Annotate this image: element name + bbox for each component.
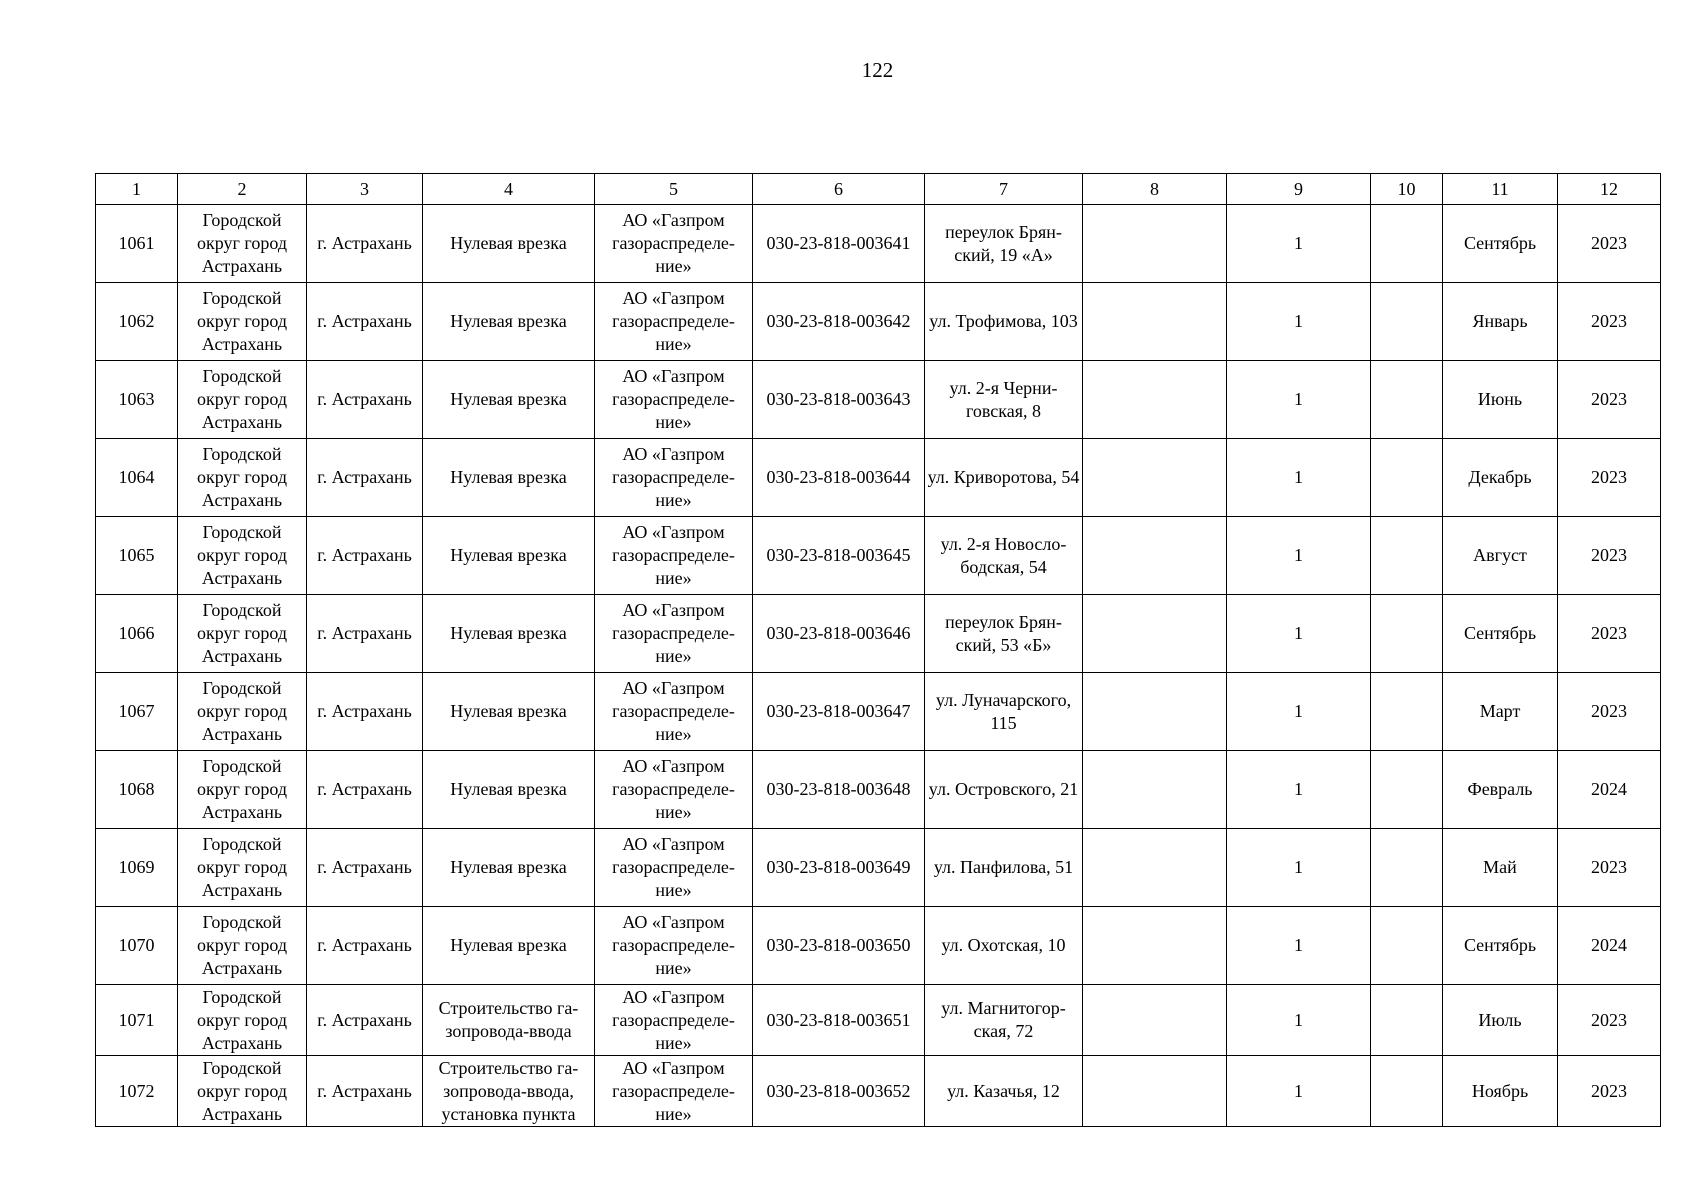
cell-organization: АО «Газпром газораспределе- ние» xyxy=(595,751,753,829)
cell-settlement: г. Астрахань xyxy=(307,1056,423,1127)
cell-work-type: Нулевая врезка xyxy=(423,439,595,517)
cell-col8 xyxy=(1083,1056,1227,1127)
cell-organization: АО «Газпром газораспределе- ние» xyxy=(595,907,753,985)
cell-code: 030-23-818-003647 xyxy=(753,673,925,751)
cell-col8 xyxy=(1083,517,1227,595)
table-header-row xyxy=(96,174,1661,205)
cell-number: 1065 xyxy=(96,517,178,595)
cell-code: 030-23-818-003646 xyxy=(753,595,925,673)
cell-year: 2023 xyxy=(1558,985,1661,1056)
cell-number: 1061 xyxy=(96,205,178,283)
cell-col10 xyxy=(1371,985,1443,1056)
cell-month: Сентябрь xyxy=(1443,907,1558,985)
cell-year: 2023 xyxy=(1558,673,1661,751)
column-header: 7 xyxy=(925,174,1083,205)
cell-code: 030-23-818-003641 xyxy=(753,205,925,283)
table-row xyxy=(96,361,1661,439)
cell-number: 1071 xyxy=(96,985,178,1056)
cell-year: 2023 xyxy=(1558,595,1661,673)
cell-settlement: г. Астрахань xyxy=(307,361,423,439)
cell-work-type: Нулевая врезка xyxy=(423,751,595,829)
cell-code: 030-23-818-003651 xyxy=(753,985,925,1056)
table-row xyxy=(96,751,1661,829)
cell-code: 030-23-818-003642 xyxy=(753,283,925,361)
cell-col10 xyxy=(1371,907,1443,985)
cell-col10 xyxy=(1371,673,1443,751)
table-row xyxy=(96,907,1661,985)
cell-year: 2024 xyxy=(1558,907,1661,985)
cell-address: ул. 2-я Черни- говская, 8 xyxy=(925,361,1083,439)
cell-col10 xyxy=(1371,439,1443,517)
cell-municipality: Городской округ город Астрахань xyxy=(178,829,307,907)
cell-settlement: г. Астрахань xyxy=(307,751,423,829)
cell-number: 1066 xyxy=(96,595,178,673)
cell-settlement: г. Астрахань xyxy=(307,517,423,595)
cell-count: 1 xyxy=(1227,751,1371,829)
cell-address: ул. Панфилова, 51 xyxy=(925,829,1083,907)
cell-municipality: Городской округ город Астрахань xyxy=(178,751,307,829)
cell-col10 xyxy=(1371,283,1443,361)
cell-col10 xyxy=(1371,751,1443,829)
cell-col8 xyxy=(1083,283,1227,361)
column-header: 5 xyxy=(595,174,753,205)
cell-address: ул. Криворотова, 54 xyxy=(925,439,1083,517)
cell-organization: АО «Газпром газораспределе- ние» xyxy=(595,829,753,907)
cell-code: 030-23-818-003644 xyxy=(753,439,925,517)
cell-code: 030-23-818-003645 xyxy=(753,517,925,595)
cell-col10 xyxy=(1371,829,1443,907)
cell-year: 2024 xyxy=(1558,751,1661,829)
cell-col10 xyxy=(1371,205,1443,283)
cell-year: 2023 xyxy=(1558,283,1661,361)
cell-address: ул. Магнитогор- ская, 72 xyxy=(925,985,1083,1056)
cell-code: 030-23-818-003643 xyxy=(753,361,925,439)
cell-work-type: Нулевая врезка xyxy=(423,595,595,673)
cell-col8 xyxy=(1083,907,1227,985)
cell-work-type: Строительство га- зопровода-ввода xyxy=(423,985,595,1056)
table-row xyxy=(96,517,1661,595)
cell-month: Март xyxy=(1443,673,1558,751)
cell-count: 1 xyxy=(1227,907,1371,985)
cell-count: 1 xyxy=(1227,283,1371,361)
column-header: 4 xyxy=(423,174,595,205)
cell-month: Сентябрь xyxy=(1443,595,1558,673)
cell-settlement: г. Астрахань xyxy=(307,283,423,361)
table-row xyxy=(96,985,1661,1056)
cell-count: 1 xyxy=(1227,205,1371,283)
cell-settlement: г. Астрахань xyxy=(307,907,423,985)
cell-municipality: Городской округ город Астрахань xyxy=(178,361,307,439)
column-header: 10 xyxy=(1371,174,1443,205)
cell-settlement: г. Астрахань xyxy=(307,829,423,907)
cell-col8 xyxy=(1083,829,1227,907)
cell-municipality: Городской округ город Астрахань xyxy=(178,283,307,361)
cell-work-type: Строительство га- зопровода-ввода, установка пункта xyxy=(423,1056,595,1127)
cell-month: Май xyxy=(1443,829,1558,907)
cell-col8 xyxy=(1083,751,1227,829)
cell-month: Июль xyxy=(1443,985,1558,1056)
cell-address: переулок Брян- ский, 19 «А» xyxy=(925,205,1083,283)
table-row xyxy=(96,1056,1661,1127)
cell-address: ул. Островского, 21 xyxy=(925,751,1083,829)
cell-address: ул. Охотская, 10 xyxy=(925,907,1083,985)
cell-number: 1069 xyxy=(96,829,178,907)
cell-col8 xyxy=(1083,673,1227,751)
cell-address: ул. Трофимова, 103 xyxy=(925,283,1083,361)
cell-organization: АО «Газпром газораспределе- ние» xyxy=(595,985,753,1056)
cell-col10 xyxy=(1371,517,1443,595)
cell-organization: АО «Газпром газораспределе- ние» xyxy=(595,595,753,673)
cell-col8 xyxy=(1083,205,1227,283)
cell-work-type: Нулевая врезка xyxy=(423,205,595,283)
cell-year: 2023 xyxy=(1558,829,1661,907)
cell-year: 2023 xyxy=(1558,205,1661,283)
cell-municipality: Городской округ город Астрахань xyxy=(178,673,307,751)
cell-count: 1 xyxy=(1227,1056,1371,1127)
column-header: 12 xyxy=(1558,174,1661,205)
table-row xyxy=(96,205,1661,283)
cell-municipality: Городской округ город Астрахань xyxy=(178,595,307,673)
column-header: 8 xyxy=(1083,174,1227,205)
cell-number: 1072 xyxy=(96,1056,178,1127)
cell-month: Ноябрь xyxy=(1443,1056,1558,1127)
cell-year: 2023 xyxy=(1558,361,1661,439)
cell-work-type: Нулевая врезка xyxy=(423,907,595,985)
cell-work-type: Нулевая врезка xyxy=(423,673,595,751)
cell-address: ул. Казачья, 12 xyxy=(925,1056,1083,1127)
table-row xyxy=(96,595,1661,673)
cell-municipality: Городской округ город Астрахань xyxy=(178,907,307,985)
table-row xyxy=(96,283,1661,361)
cell-col8 xyxy=(1083,595,1227,673)
cell-code: 030-23-818-003650 xyxy=(753,907,925,985)
cell-code: 030-23-818-003648 xyxy=(753,751,925,829)
cell-work-type: Нулевая врезка xyxy=(423,283,595,361)
cell-col10 xyxy=(1371,361,1443,439)
cell-year: 2023 xyxy=(1558,1056,1661,1127)
cell-organization: АО «Газпром газораспределе- ние» xyxy=(595,517,753,595)
cell-work-type: Нулевая врезка xyxy=(423,517,595,595)
table-row xyxy=(96,829,1661,907)
cell-number: 1062 xyxy=(96,283,178,361)
cell-col8 xyxy=(1083,361,1227,439)
cell-municipality: Городской округ город Астрахань xyxy=(178,1056,307,1127)
cell-number: 1063 xyxy=(96,361,178,439)
cell-count: 1 xyxy=(1227,985,1371,1056)
cell-code: 030-23-818-003652 xyxy=(753,1056,925,1127)
cell-settlement: г. Астрахань xyxy=(307,595,423,673)
cell-municipality: Городской округ город Астрахань xyxy=(178,439,307,517)
cell-organization: АО «Газпром газораспределе- ние» xyxy=(595,205,753,283)
cell-municipality: Городской округ город Астрахань xyxy=(178,205,307,283)
cell-settlement: г. Астрахань xyxy=(307,205,423,283)
column-header: 9 xyxy=(1227,174,1371,205)
column-header: 6 xyxy=(753,174,925,205)
cell-organization: АО «Газпром газораспределе- ние» xyxy=(595,673,753,751)
data-table xyxy=(95,173,1661,1127)
cell-col10 xyxy=(1371,595,1443,673)
cell-month: Январь xyxy=(1443,283,1558,361)
cell-col8 xyxy=(1083,985,1227,1056)
cell-work-type: Нулевая врезка xyxy=(423,829,595,907)
cell-month: Февраль xyxy=(1443,751,1558,829)
cell-count: 1 xyxy=(1227,595,1371,673)
cell-count: 1 xyxy=(1227,673,1371,751)
cell-month: Декабрь xyxy=(1443,439,1558,517)
cell-col10 xyxy=(1371,1056,1443,1127)
cell-count: 1 xyxy=(1227,361,1371,439)
column-header: 3 xyxy=(307,174,423,205)
cell-organization: АО «Газпром газораспределе- ние» xyxy=(595,439,753,517)
cell-month: Август xyxy=(1443,517,1558,595)
cell-organization: АО «Газпром газораспределе- ние» xyxy=(595,1056,753,1127)
cell-year: 2023 xyxy=(1558,517,1661,595)
column-header: 1 xyxy=(96,174,178,205)
cell-count: 1 xyxy=(1227,829,1371,907)
cell-settlement: г. Астрахань xyxy=(307,985,423,1056)
cell-settlement: г. Астрахань xyxy=(307,439,423,517)
cell-count: 1 xyxy=(1227,439,1371,517)
cell-address: переулок Брян- ский, 53 «Б» xyxy=(925,595,1083,673)
cell-municipality: Городской округ город Астрахань xyxy=(178,985,307,1056)
cell-work-type: Нулевая врезка xyxy=(423,361,595,439)
cell-month: Июнь xyxy=(1443,361,1558,439)
cell-number: 1070 xyxy=(96,907,178,985)
cell-address: ул. Луначарского, 115 xyxy=(925,673,1083,751)
cell-code: 030-23-818-003649 xyxy=(753,829,925,907)
cell-number: 1064 xyxy=(96,439,178,517)
cell-organization: АО «Газпром газораспределе- ние» xyxy=(595,361,753,439)
column-header: 11 xyxy=(1443,174,1558,205)
table-row xyxy=(96,673,1661,751)
cell-number: 1067 xyxy=(96,673,178,751)
cell-count: 1 xyxy=(1227,517,1371,595)
cell-year: 2023 xyxy=(1558,439,1661,517)
cell-number: 1068 xyxy=(96,751,178,829)
cell-address: ул. 2-я Новосло- бодская, 54 xyxy=(925,517,1083,595)
cell-col8 xyxy=(1083,439,1227,517)
cell-organization: АО «Газпром газораспределе- ние» xyxy=(595,283,753,361)
cell-month: Сентябрь xyxy=(1443,205,1558,283)
cell-settlement: г. Астрахань xyxy=(307,673,423,751)
table-row xyxy=(96,439,1661,517)
column-header: 2 xyxy=(178,174,307,205)
page-number: 122 xyxy=(861,58,894,82)
cell-municipality: Городской округ город Астрахань xyxy=(178,517,307,595)
